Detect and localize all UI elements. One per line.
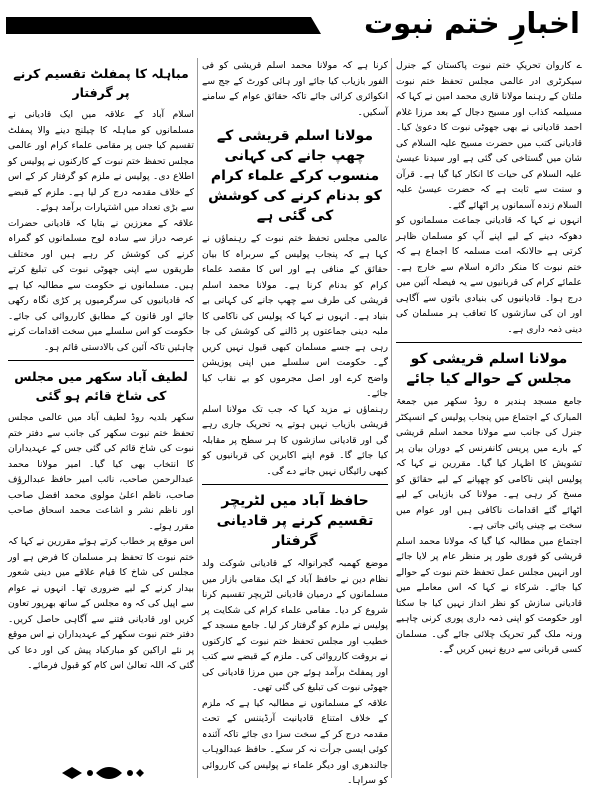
article-paragraph: ے کاروان تحریکِ ختم نبوت پاکستان کے جنرل سیکرٹری ادر عالمی مجلس تحفظ ختم نبوت ملتان کے رہنما مولانا قاری محمد امین نے کہا کہ مسیلمہ کذاب اور مسیح دجال کے بعد مرزا غلام احمد قادیانی نے بھی جھوٹی نبوت کا دعویٰ کیا۔ قادیانی کتب میں حضرت مسیح علیہ السلام کی شان میں گستاخی کی گئی ہے اور سیدنا عیسیٰ علیہ السلام کی حیات کا انکار کیا گیا ہے۔ قرآن و سنت سے ثابت ہے کہ حضرت عیسیٰ علیہ السلام زندہ آسمانوں پر اٹھائے گئے۔ bbox=[396, 60, 582, 211]
masthead-black-bar bbox=[6, 17, 311, 34]
article-paragraph: سکھر بلدیہ روڈ لطیف آباد میں عالمی مجلس تحفظ ختم نبوت سکھر کی جانب سے دفتر ختم نبوت کی شاخ قائم کی گئی جس کے عہدیداران کا انتخاب بھی کیا گیا۔ امیر مولانا محمد عبدالرحمن صاحب، نائب امیر حافظ عبدالرؤف صاحب، ناظم اعلیٰ مولوی محمد افضل صاحب اور ناظم نشر و اشاعت محمد اسحاق صاحب مقرر ہوئے۔ bbox=[8, 412, 194, 532]
article-paragraph: کرنا ہے کہ مولانا محمد اسلم قریشی کو فی الفور بازیاب کیا جائے اور ہائی کورٹ کے جج سے انکوائری کرائی جائے تاکہ حقائق عوام کے سامنے آسکیں۔ bbox=[202, 60, 388, 118]
divider bbox=[202, 484, 388, 485]
article-paragraph: عالمی مجلس تحفظ ختم نبوت کے رہنماؤں نے کہا ہے کہ پنجاب پولیس کے سربراہ کا بیان حقائق کے منافی ہے اور اس کا مقصد علماء کرام کو بدنام کرنا ہے۔ مولانا محمد اسلم قریشی کی طرف سے چھپ جانے کی کہانی بے بنیاد ہے۔ انہوں نے کہا کہ پولیس کی ناکامی کا ملبہ دینی جماعتوں پر ڈالنے کی کوشش کی جا رہی ہے جسے مسلمان کبھی قبول نہیں کریں گے۔ حکومت اس سلسلے میں اپنی پوزیشن واضح کرے اور اصل مجرموں کو بے نقاب کیا جائے۔ bbox=[202, 233, 388, 399]
article-paragraph: رہنماؤں نے مزید کہا کہ جب تک مولانا اسلم قریشی بازیاب نہیں ہوتے یہ تحریک جاری رہے گی اور قادیانی سازشوں کا ہر سطح پر مقابلہ کیا جائے گا۔ قوم اپنے اکابرین کی قربانیوں کو کبھی رائیگاں نہیں جانے دے گی۔ bbox=[202, 403, 388, 477]
article-paragraph: موضع کھمبہ گجرانوالہ کے قادیانی شوکت ولد نظام دین نے حافظ آباد کے ایک مقامی بازار میں مسلمانوں کے درمیان قادیانی لٹریچر تقسیم کرنا شروع کر دیا۔ مقامی علماء کرام کی شکایت پر پولیس نے ملزم کو گرفتار کر لیا۔ جامع مسجد کے خطیب اور مجلس تحفظ ختم نبوت کے کارکنوں نے بروقت کارروائی کی۔ ملزم کے قبضے سے کتب اور پمفلٹ برآمد ہوئے جن میں مرزا قادیانی کی جھوٹی نبوت کی تبلیغ کی گئی تھی۔ bbox=[202, 558, 388, 693]
article-paragraph: جامع مسجد ہندیر ہ روڈ سکھر میں جمعۃ المبارک کے اجتماع میں پنجاب پولیس کے انسپکٹر جنرل کی جانب سے مولانا محمد اسلم قریشی کے بارے میں پریس کانفرنس کے دوران بیان پر تشویش کا اظہار کیا گیا۔ مقررین نے کہا کہ پولیس اپنی ناکامی کو چھپانے کے لیے حقائق کو مسخ کر رہی ہے۔ مولانا کی بازیابی کے لیے اٹھائے گئے اقدامات ناکافی ہیں اور عوام میں سخت بے چینی پائی جاتی ہے۔ bbox=[396, 396, 582, 531]
article-paragraph: اس موقع پر خطاب کرتے ہوئے مقررین نے کہا کہ ختم نبوت کا تحفظ ہر مسلمان کا فرض ہے اور مجلس کی شاخ کا قیام علاقے میں دینی شعور بیدار کرنے کے لیے ضروری تھا۔ انہوں نے عوام سے اپیل کی کہ وہ مجلس کے ساتھ بھرپور تعاون کریں اور قادیانی فتنے سے آگاہی حاصل کریں۔ دفتر ختم نبوت سکھر کے عہدیداران نے اس موقع پر نئے اراکین کو مبارکباد پیش کی اور دعا کی گئی کہ اللہ تعالیٰ اس کام کو قبول فرمائے۔ bbox=[8, 536, 194, 671]
ornament-icon bbox=[60, 764, 145, 782]
article-paragraph: علاقہ کے مسلمانوں نے مطالبہ کیا ہے کہ ملزم کے خلاف امتناع قادیانیت آرڈیننس کے تحت مقدمہ درج کر کے سخت سزا دی جائے تاکہ آئندہ کوئی ایسی جرأت نہ کر سکے۔ حافظ عبدالوہاب جالندھری اور دیگر علماء نے پولیس کی کارروائی کو سراہا۔ bbox=[202, 697, 388, 786]
article-paragraph: علاقہ کے معززین نے بتایا کہ قادیانی حضرات عرصہ دراز سے سادہ لوح مسلمانوں کو گمراہ کرنے کی کوشش کر رہے ہیں اور مختلف طریقوں سے اپنی جھوٹی نبوت کی تبلیغ کرتے ہیں۔ مسلمانوں نے حکومت سے مطالبہ کیا ہے کہ قادیانیوں کی سرگرمیوں پر کڑی نگاہ رکھی جائے اور قانون کے مطابق کارروائی کی جائے۔ حکومت کو اس سلسلے میں سخت اقدامات کرنے چاہئیں تاکہ آئین کی بالادستی قائم ہو۔ bbox=[8, 217, 194, 353]
article-paragraph: اسلام آباد کے علاقہ میں ایک قادیانی نے مسلمانوں کو مباہلہ کا چیلنج دینے والا پمفلٹ تقسیم کیا جس پر مقامی علماء کرام اور عالمی مجلس تحفظ ختم نبوت کے کارکنوں نے پولیس کو اطلاع دی۔ پولیس نے ملزم کو گرفتار کر کے اس کے خلاف مقدمہ درج کر لیا ہے۔ ملزم کے قبضے سے بڑی تعداد میں اشتہارات برآمد ہوئے۔ bbox=[8, 109, 194, 213]
article-headline: مباہلہ کا پمفلٹ تقسیم کرنے پر گرفتار bbox=[13, 66, 189, 100]
column-left bbox=[8, 58, 194, 748]
column-middle bbox=[202, 58, 388, 786]
divider bbox=[396, 342, 582, 343]
masthead-title: اخبارِ ختم نبوت bbox=[364, 6, 580, 40]
article-paragraph: انہوں نے کہا کہ قادیانی جماعت مسلمانوں کو دھوکہ دینے کے لیے اپنے آپ کو مسلمان ظاہر کرتی ہے حالانکہ امت مسلمہ کا اجماع ہے کہ ختم نبوت کا منکر دائرہ اسلام سے خارج ہے۔ علمائے کرام کی قربانیوں سے یہ فیصلہ آئین میں درج ہوا۔ قادیانیوں کی بنیادی باتوں سے آگاہی اور ان کی سازشوں کا تعاقب ہر مسلمان کی دینی ذمہ داری ہے۔ bbox=[396, 215, 582, 335]
divider bbox=[8, 360, 194, 361]
article-headline: مولانا اسلم قریشی کے چھپ جانے کی کہانی منسوب کرکے علماء کرام کو بدنام کرنے کی کوشش کی گئی ہے bbox=[208, 128, 382, 224]
article-headline: حافظ آباد میں لٹریچر تقسیم کرنے پر قادیانی گرفتار bbox=[216, 493, 374, 549]
article-headline: لطیف آباد سکھر میں مجلس کی شاخ قائم ہو گئی bbox=[14, 369, 188, 403]
column-rule bbox=[391, 58, 392, 778]
column-right bbox=[396, 58, 582, 748]
article-headline: مولانا اسلم قریشی کو مجلس کے حوالے کیا جائے bbox=[406, 351, 572, 387]
masthead bbox=[0, 0, 590, 46]
column-rule bbox=[197, 58, 198, 778]
article-paragraph: اجتماع میں مطالبہ کیا گیا کہ مولانا محمد اسلم قریشی کو فوری طور پر منظر عام پر لایا جائے اور انہیں مجلس عمل تحفظ ختم نبوت کے حوالے کیا جائے۔ شرکاء نے کہا کہ اس معاملے میں قادیانی سازش کو نظر انداز نہیں کیا جا سکتا اور حکومت کو اپنی ذمہ داری پوری کرنی چاہیے ورنہ ملک گیر تحریک چلائی جائے گی۔ مسلمان کسی قربانی سے دریغ نہیں کریں گے۔ bbox=[396, 535, 582, 655]
